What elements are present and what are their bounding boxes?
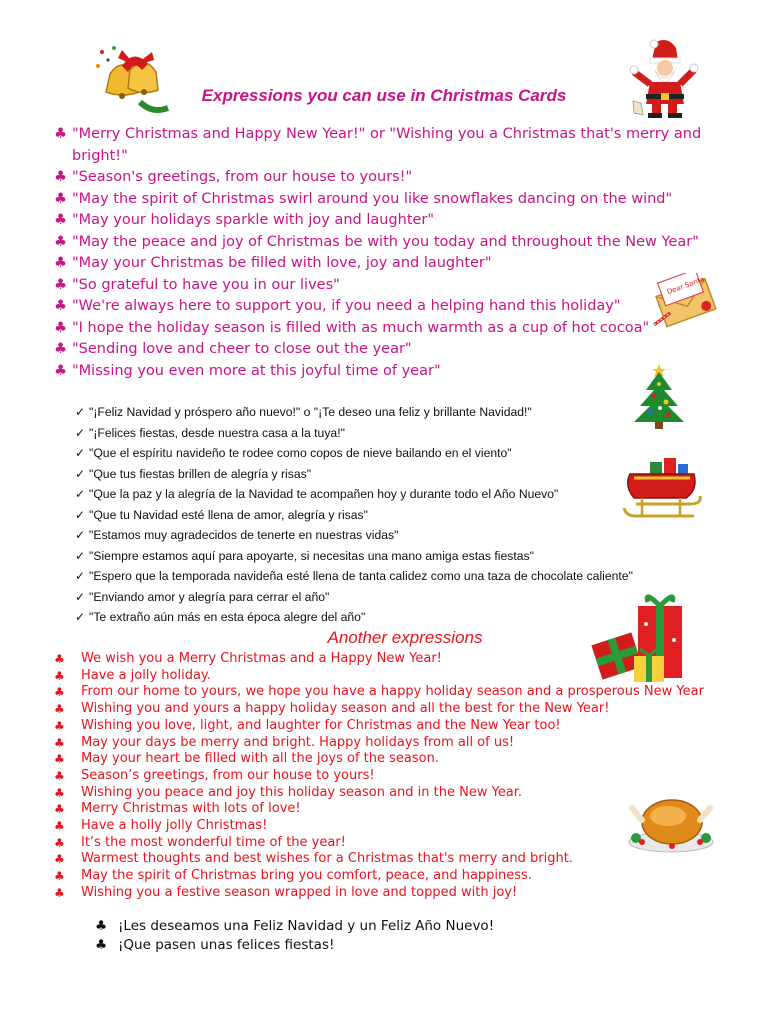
list-item [54,275,704,297]
list-item [75,567,675,588]
expression-text: "¡Felices fiestas, desde nuestra casa a la tuya!" [89,425,345,440]
club-bullet-icon: ♣ [54,341,67,357]
expression-text: ¡Les deseamos una Feliz Navidad y un Feliz Año Nuevo! [118,918,495,934]
expression-text: May the spirit of Christmas bring you comfort, peace, and happiness. [81,868,532,884]
expression-text: "May your Christmas be filled with love, joy and laughter" [72,255,492,271]
club-bullet-icon: ♣ [54,362,67,379]
expression-text: "We're always here to support you, if you need a helping hand this holiday" [72,298,621,314]
svg-text:Dear Santa: Dear Santa [665,275,706,297]
list-item [54,253,704,275]
expression-text: "Que la paz y la alegría de la Navidad te acompañen hoy y durante todo el Año Nuevo" [89,487,559,501]
expression-text: Have a jolly holiday. [81,667,211,683]
list-item [54,124,704,167]
list-item [75,506,675,527]
expression-text: Season’s greetings, from our house to yours! [81,767,375,783]
expression-text: "Que tus fiestas brillen de alegría y risas" [89,466,312,481]
club-bullet-icon: ♣ [54,768,65,783]
list-item [54,189,704,211]
club-bullet-icon: ♣ [54,169,67,185]
club-bullet-icon: ♣ [54,819,65,834]
list-item [54,768,724,785]
list-item [75,465,675,486]
expression-text: Wishing you and yours a happy holiday season and all the best for the New Year! [81,701,610,717]
expression-text: "Missing you even more at this joyful time of year" [72,362,441,379]
expression-text: "May your holidays sparkle with joy and laughter" [72,212,435,228]
list-item [54,868,724,885]
list-item [75,608,675,629]
checkmark-bullet-icon: ✓ [75,487,86,501]
expression-text: "Enviando amor y alegría para cerrar el año" [89,589,330,604]
list-item [75,485,675,506]
expression-text: "May the spirit of Christmas swirl around you like snowflakes dancing on the wind" [72,190,673,207]
checkmark-bullet-icon: ✓ [75,569,86,583]
expression-text: "Siempre estamos aquí para apoyarte, si necesitas una mano amiga estas fiestas" [89,548,534,563]
club-bullet-icon: ♣ [54,752,65,767]
list-item [54,296,704,318]
expression-text: "May the peace and joy of Christmas be with you today and throughout the New Year" [72,233,699,250]
expression-text: It’s the most wonderful time of the year! [81,834,346,850]
expression-text: Have a holly jolly Christmas! [81,818,268,834]
expression-text: "¡Feliz Navidad y próspero año nuevo!" o "¡Te deseo una feliz y brillante Navidad!" [89,405,532,419]
expression-text: "Sending love and cheer to close out the year" [72,341,412,357]
club-bullet-icon: ♣ [54,298,67,314]
expression-text: From our home to yours, we hope you have a happy holiday season and a prosperous New Year [81,684,704,700]
checkmark-bullet-icon: ✓ [75,589,86,604]
club-bullet-icon: ♣ [95,937,108,953]
expression-text: "Que el espíritu navideño te rodee como copos de nieve bailando en el viento" [89,446,512,460]
checkmark-bullet-icon: ✓ [75,425,86,440]
expression-text: Wishing you a festive season wrapped in love and topped with joy! [81,884,518,900]
spanish-expressions-list [75,403,675,629]
list-item [75,526,675,547]
list-item [54,210,704,232]
expression-text: "Merry Christmas and Happy New Year!" or "Wishing you a Christmas that's merry and bright!" [72,126,702,164]
club-bullet-icon: ♣ [54,735,65,750]
club-bullet-icon: ♣ [54,835,65,850]
club-bullet-icon: ♣ [54,126,67,142]
english-expressions-list [54,124,704,382]
club-bullet-icon: ♣ [54,718,65,733]
spanish-greetings-list [95,917,595,955]
other-expressions-list [54,651,724,902]
expression-text: We wish you a Merry Christmas and a Happy New Year! [81,651,442,666]
list-item [54,701,724,718]
club-bullet-icon: ♣ [95,918,108,934]
list-item [54,651,724,668]
list-item [54,735,724,752]
list-item [54,318,704,340]
list-item [54,718,724,735]
checkmark-bullet-icon: ✓ [75,405,86,419]
expression-text: "Te extraño aún más en esta época alegre del año" [89,610,366,624]
list-item [54,751,724,768]
list-item [54,339,704,361]
club-bullet-icon: ♣ [54,190,67,207]
club-bullet-icon: ♣ [54,652,65,666]
checkmark-bullet-icon: ✓ [75,446,86,460]
club-bullet-icon: ♣ [54,255,67,271]
club-bullet-icon: ♣ [54,885,65,900]
checkmark-bullet-icon: ✓ [75,528,86,542]
list-item [54,818,724,835]
list-item [75,547,675,568]
expression-text: Merry Christmas with lots of love! [81,801,301,817]
expression-text: "Que tu Navidad esté llena de amor, alegría y risas" [89,507,368,522]
list-item [75,424,675,445]
club-bullet-icon: ♣ [54,276,67,293]
list-item [54,167,704,189]
checkmark-bullet-icon: ✓ [75,610,86,624]
list-item [54,361,704,383]
expression-text: "Estamos muy agradecidos de tenerte en nuestras vidas" [89,528,399,542]
expression-text: "So grateful to have you in our lives" [72,276,340,293]
list-item [54,232,704,254]
checkmark-bullet-icon: ✓ [75,466,86,481]
list-item [75,403,675,424]
club-bullet-icon: ♣ [54,319,67,336]
expression-text: "Season's greetings, from our house to yours!" [72,169,413,185]
club-bullet-icon: ♣ [54,802,65,817]
expression-text: "I hope the holiday season is filled with as much warmth as a cup of hot cocoa" [72,319,650,336]
club-bullet-icon: ♣ [54,685,65,700]
page-title: Expressions you can use in Christmas Cards [201,86,567,105]
club-bullet-icon: ♣ [54,668,65,683]
expression-text: ¡Que pasen unas felices fiestas! [118,937,335,953]
club-bullet-icon: ♣ [54,212,67,228]
list-item [54,785,724,802]
list-item [54,835,724,852]
list-item [54,885,724,902]
list-item [54,851,724,868]
expression-text: Warmest thoughts and best wishes for a Christmas that's merry and bright. [81,851,573,867]
list-item [95,936,595,955]
list-item [54,668,724,685]
list-item [75,444,675,465]
club-bullet-icon: ♣ [54,785,65,800]
expression-text: "Espero que la temporada navideña esté llena de tanta calidez como una taza de chocolate caliente" [89,569,633,583]
list-item [54,684,724,701]
expression-text: May your days be merry and bright. Happy holidays from all of us! [81,734,515,750]
section-subtitle: Another expressions [327,628,483,647]
list-item [54,801,724,818]
expression-text: May your heart be filled with all the joys of the season. [81,751,439,767]
checkmark-bullet-icon: ✓ [75,507,86,522]
list-item [95,917,595,936]
expression-text: Wishing you peace and joy this holiday season and in the New Year. [81,784,523,800]
expression-text: Wishing you love, light, and laughter for Christmas and the New Year too! [81,717,561,733]
list-item [75,588,675,609]
club-bullet-icon: ♣ [54,702,65,717]
checkmark-bullet-icon: ✓ [75,548,86,563]
club-bullet-icon: ♣ [54,233,67,250]
club-bullet-icon: ♣ [54,852,65,867]
club-bullet-icon: ♣ [54,869,65,884]
